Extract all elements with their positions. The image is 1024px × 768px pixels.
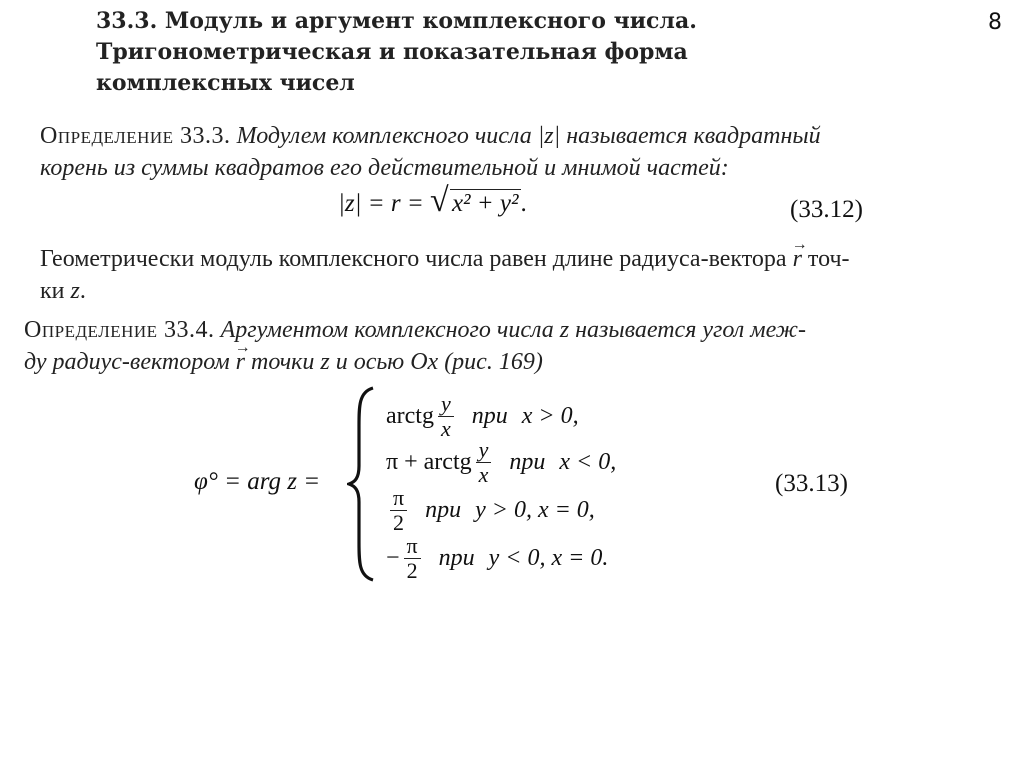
definition-text: Модулем комплексного числа <box>230 123 538 149</box>
definition-33-3 <box>40 120 990 184</box>
case-condition: y > 0, x = 0, <box>475 497 595 523</box>
case-condition: y < 0, x = 0. <box>488 545 609 571</box>
case-row <box>386 486 595 535</box>
modulus-formula <box>338 182 527 219</box>
equation-number-33-13: (33.13) <box>775 470 848 497</box>
geometry-text: Геометрически модуль комплексного числа равен длине радиуса-вектора <box>40 246 793 272</box>
case-condition: x < 0, <box>559 449 617 475</box>
square-root <box>429 182 521 219</box>
case-word: при <box>438 545 475 571</box>
argument-formula-lhs: φ° = arg z = <box>194 468 321 495</box>
section-title <box>96 6 896 99</box>
definition-text: точки z и осью Ox (рис. 169) <box>244 349 543 375</box>
case-word: при <box>425 497 462 523</box>
geometry-text: точ- <box>801 246 850 272</box>
formula-end: . <box>520 190 527 217</box>
equation-number-33-12: (33.12) <box>790 196 863 223</box>
definition-text: ду радиус-вектором <box>24 349 236 375</box>
radical-sign-icon: √ <box>429 182 449 219</box>
case-word: при <box>509 449 546 475</box>
case-row <box>386 392 579 441</box>
fraction: $\frac{\pi}{2}$ <box>390 486 407 535</box>
radicand: x² + y² <box>451 190 519 217</box>
radius-vector-symbol: → r <box>793 243 802 275</box>
definition-text: Аргументом комплексного числа z называется угол меж- <box>214 317 806 343</box>
geometry-text: . <box>79 278 86 304</box>
case-row <box>386 534 608 583</box>
case-row <box>386 438 616 487</box>
slide-number: 8 <box>988 10 1002 35</box>
geometry-text: ки <box>40 278 71 304</box>
definition-text: называется квадратный <box>560 123 821 149</box>
definition-label: Определение 33.3. <box>40 123 231 149</box>
case-word: при <box>471 403 508 429</box>
case-condition: x > 0, <box>521 403 579 429</box>
case-prefix: − <box>386 545 400 571</box>
title-line-1: 33.3. Модуль и аргумент комплексного числа. <box>96 8 697 34</box>
definition-33-4 <box>24 314 974 378</box>
definition-label: Определение 33.4. <box>24 317 215 343</box>
fraction: $\frac{y}{x}$ <box>438 392 454 441</box>
fraction: $\frac{y}{x}$ <box>476 438 492 487</box>
geometric-meaning <box>40 243 990 307</box>
formula-lhs: |z| = r = <box>338 190 430 217</box>
modulus-symbol: |z| <box>537 123 561 149</box>
radius-vector-symbol: → r <box>236 346 245 378</box>
case-prefix: π + arctg <box>386 449 472 475</box>
title-line-3: комплексных чисел <box>96 70 355 96</box>
left-brace-icon <box>347 386 377 582</box>
fraction: $\frac{\pi}{2}$ <box>404 534 421 583</box>
title-line-2: Тригонометрическая и показательная форма <box>96 39 688 65</box>
definition-text-line-2: корень из суммы квадратов его действительной и мнимой частей: <box>40 155 729 181</box>
z-symbol: z <box>70 278 80 304</box>
case-prefix: arctg <box>386 403 434 429</box>
